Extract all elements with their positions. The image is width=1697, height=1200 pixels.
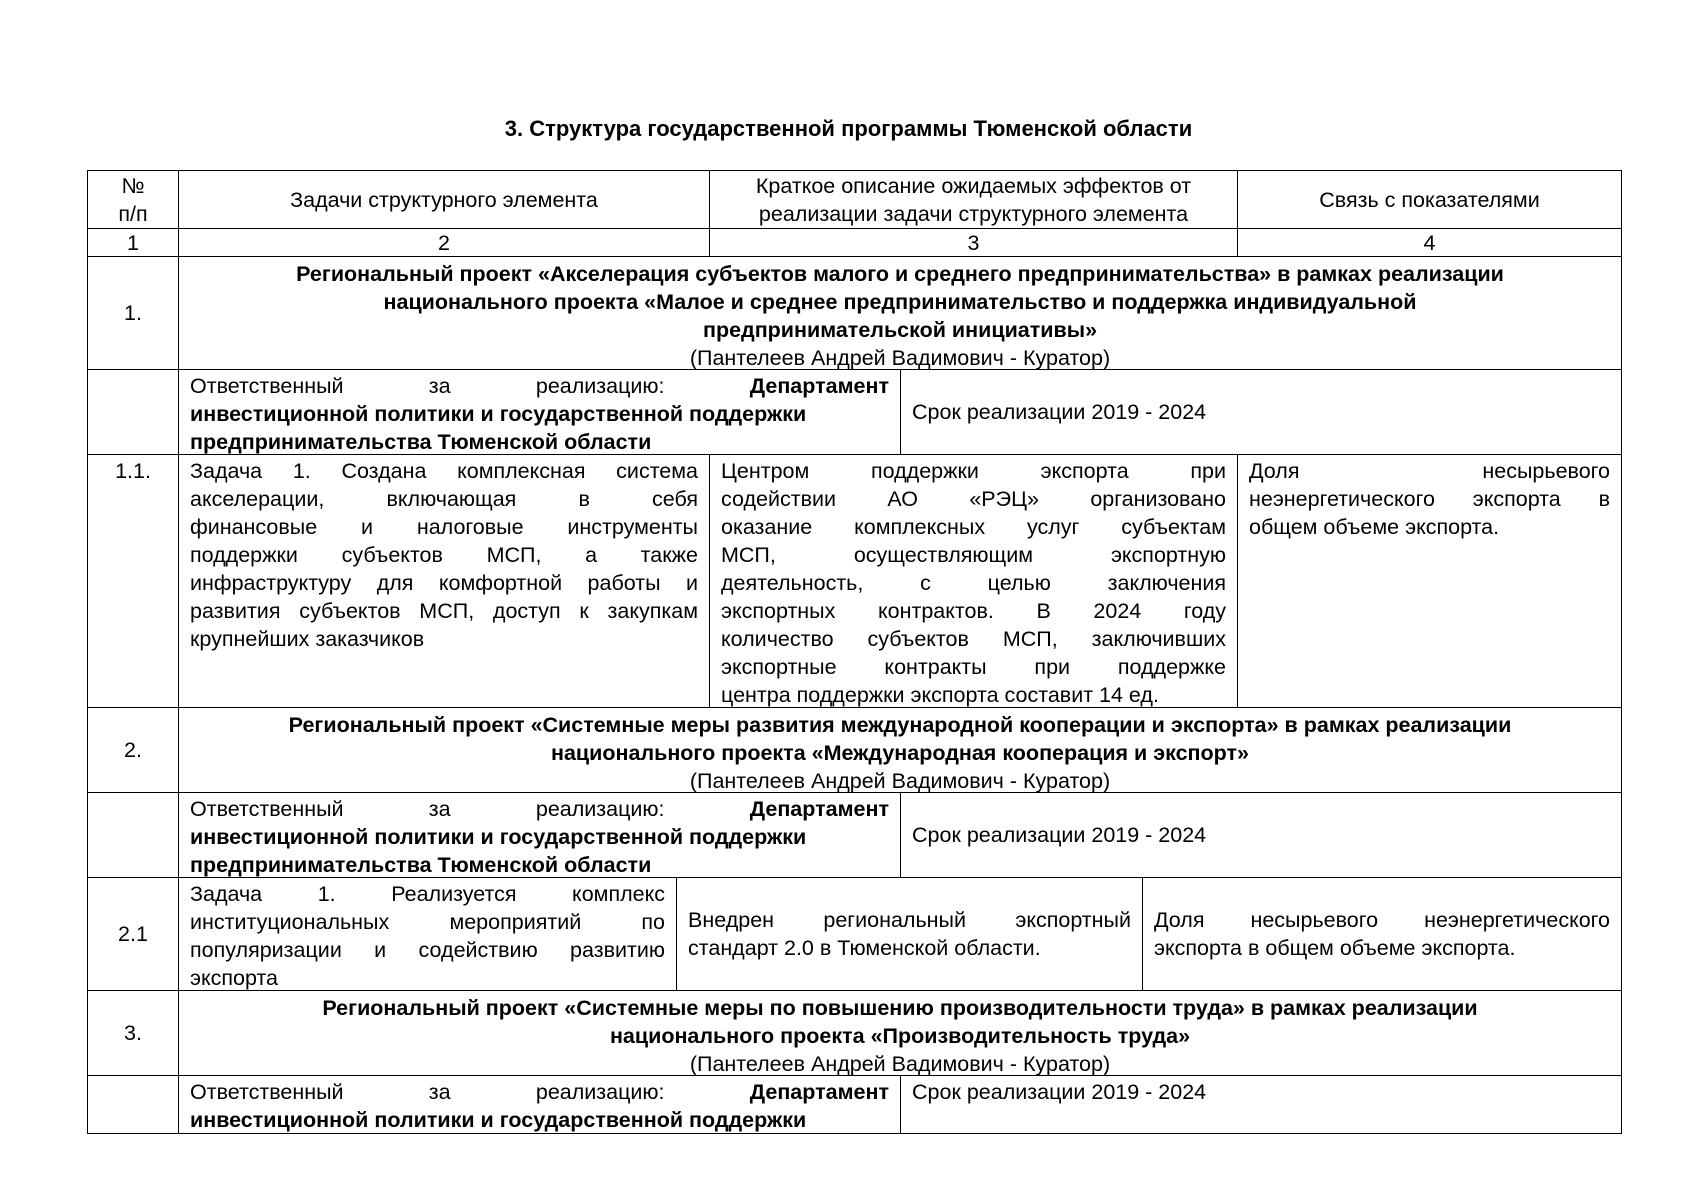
project-title-line: Региональный проект «Системные меры развития международной кооперации и экспорта» в рамках реализации xyxy=(288,713,1512,737)
responsible-department-line: предпринимательства Тюменской области xyxy=(190,853,652,877)
responsible-label: Ответственный за реализацию: xyxy=(190,1080,665,1104)
task-line: поддержки субъектов МСП, а также xyxy=(190,543,698,567)
indicator-line: неэнергетического экспорта в xyxy=(1249,487,1610,511)
header-num-cell xyxy=(88,171,179,229)
task-line: Задача 1. Реализуется комплекс xyxy=(190,882,665,906)
effect-description-cell xyxy=(710,455,1238,708)
responsible-department-line: инвестиционной политики и государственной поддержки xyxy=(190,402,807,426)
responsible-department: Департамент xyxy=(749,1080,889,1104)
task-line: институциональных мероприятий по xyxy=(190,910,665,934)
empty-number-cell xyxy=(88,793,179,878)
responsible-department-line: инвестиционной политики и государственной поддержки xyxy=(190,825,807,849)
responsible-cell xyxy=(179,793,901,878)
task-line: инфраструктуру для комфортной работы и xyxy=(190,571,698,595)
header-indicators-label: Связь с показателями xyxy=(1319,187,1540,212)
responsible-cell xyxy=(179,1076,901,1134)
header-num-line: № xyxy=(121,173,145,198)
header-tasks-label: Задачи структурного элемента xyxy=(290,187,598,212)
responsible-department-line: предпринимательства Тюменской области xyxy=(190,430,652,454)
responsible-department: Департамент xyxy=(749,374,889,398)
effect-line: стандарт 2.0 в Тюменской области. xyxy=(688,936,1041,960)
task-number: 1.1. xyxy=(115,459,151,483)
project-title-line: национального проекта «Малое и среднее предпринимательство и поддержка индивидуальной xyxy=(383,290,1417,314)
project-title-line: предпринимательской инициативы» xyxy=(702,318,1098,342)
responsible-label: Ответственный за реализацию: xyxy=(190,374,665,398)
column-number-cell: 3 xyxy=(710,229,1238,257)
project-title-line: Региональный проект «Акселерация субъектов малого и среднего предпринимательства» в рамках реализации xyxy=(296,262,1504,286)
term-text: Срок реализации 2019 - 2024 xyxy=(912,400,1207,424)
term-cell xyxy=(901,793,1622,878)
header-indicators-cell xyxy=(1238,171,1622,229)
effect-line: экспортных контрактов. В 2024 году xyxy=(721,599,1226,623)
task-line: финансовые и налоговые инструменты xyxy=(190,515,698,539)
project-curator: (Пантелеев Андрей Вадимович - Куратор) xyxy=(689,1052,1111,1076)
task-description-cell xyxy=(179,878,677,991)
indicator-cell xyxy=(1238,455,1622,708)
header-effects-line: реализации задачи структурного элемента xyxy=(758,201,1189,226)
indicator-line: экспорта в общем объеме экспорта. xyxy=(1154,936,1516,960)
term-cell xyxy=(901,1076,1622,1134)
empty-number-cell xyxy=(88,370,179,455)
effect-line: Внедрен региональный экспортный xyxy=(688,908,1131,932)
responsible-department-line: инвестиционной политики и государственной поддержки xyxy=(190,1108,807,1132)
project-title-cell xyxy=(179,257,1622,370)
project-number-cell: 3. xyxy=(88,991,179,1076)
project-curator: (Пантелеев Андрей Вадимович - Куратор) xyxy=(689,346,1111,370)
responsible-department: Департамент xyxy=(749,797,889,821)
effect-line: МСП, осуществляющим экспортную xyxy=(721,543,1226,567)
task-line: крупнейших заказчиков xyxy=(190,627,425,651)
effect-line: экспортные контракты при поддержке xyxy=(721,655,1226,679)
column-number-cell: 1 xyxy=(88,229,179,257)
task-line: акселерации, включающая в себя xyxy=(190,487,698,511)
project-title-cell xyxy=(179,708,1622,793)
task-line: развития субъектов МСП, доступ к закупкам xyxy=(190,599,698,623)
task-description-cell xyxy=(179,455,710,708)
project-curator: (Пантелеев Андрей Вадимович - Куратор) xyxy=(689,769,1111,793)
column-number-cell: 4 xyxy=(1238,229,1622,257)
empty-number-cell xyxy=(88,1076,179,1134)
indicator-cell xyxy=(1143,878,1622,991)
term-text: Срок реализации 2019 - 2024 xyxy=(912,1080,1207,1104)
project-title-line: национального проекта «Производительность труда» xyxy=(609,1024,1191,1048)
responsible-label: Ответственный за реализацию: xyxy=(190,797,665,821)
task-line: Задача 1. Создана комплексная система xyxy=(190,459,698,483)
project-number-cell: 2. xyxy=(88,708,179,793)
effect-line: центра поддержки экспорта составит 14 ед. xyxy=(721,683,1159,707)
document-title: 3. Структура государственной программы Тюменской области xyxy=(504,116,1193,141)
header-tasks-cell xyxy=(179,171,710,229)
task-line: популяризации и содействию развитию xyxy=(190,938,665,962)
responsible-cell xyxy=(179,370,901,455)
header-effects-cell xyxy=(710,171,1238,229)
effect-line: оказание комплексных услуг субъектам xyxy=(721,515,1226,539)
indicator-line: Доля несырьевого неэнергетического xyxy=(1154,908,1610,932)
project-title-line: национального проекта «Международная кооперация и экспорт» xyxy=(550,741,1250,765)
task-line: экспорта xyxy=(190,966,279,990)
effect-line: количество субъектов МСП, заключивших xyxy=(721,627,1226,651)
term-cell xyxy=(901,370,1622,455)
task-number-cell: 2.1 xyxy=(88,878,179,991)
structure-table xyxy=(87,170,1622,1134)
effect-description-cell xyxy=(677,878,1143,991)
indicator-line: Доля несырьевого xyxy=(1249,459,1610,483)
effect-line: деятельность, с целью заключения xyxy=(721,571,1226,595)
effect-line: Центром поддержки экспорта при xyxy=(721,459,1226,483)
project-title-line: Региональный проект «Системные меры по повышению производительности труда» в рамках реализации xyxy=(322,996,1478,1020)
project-title-cell xyxy=(179,991,1622,1076)
term-text: Срок реализации 2019 - 2024 xyxy=(912,823,1207,847)
project-number-cell: 1. xyxy=(88,257,179,370)
indicator-line: общем объеме экспорта. xyxy=(1249,515,1500,539)
header-effects-line: Краткое описание ожидаемых эффектов от xyxy=(755,173,1192,198)
effect-line: содействии АО «РЭЦ» организовано xyxy=(721,487,1226,511)
task-number-cell xyxy=(88,455,179,708)
header-num-line: п/п xyxy=(118,201,148,226)
column-number-cell: 2 xyxy=(179,229,710,257)
